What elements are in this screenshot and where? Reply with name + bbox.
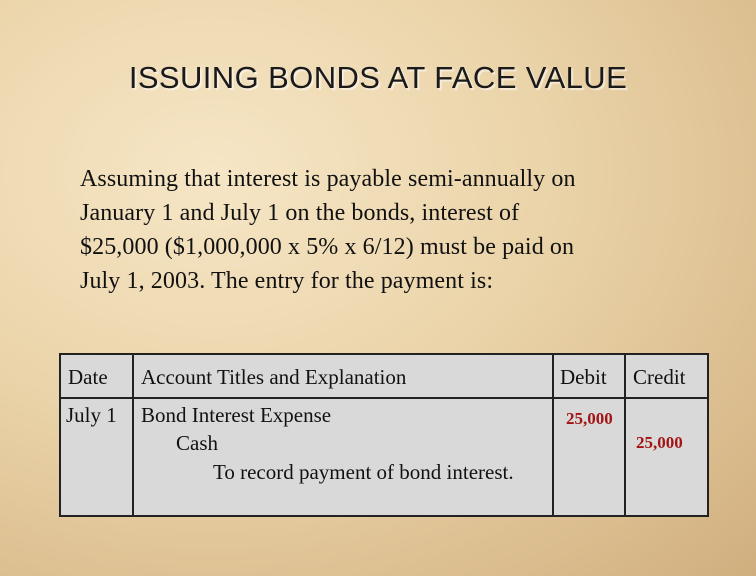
column-divider-debit [552,355,554,515]
entry-explanation: To record payment of bond interest. [213,460,514,484]
debit-amount: 25,000 [566,409,613,428]
slide-title: ISSUING BONDS AT FACE VALUE [128,60,628,95]
paragraph-line-1: Assuming that interest is payable semi-annually on [80,166,576,192]
journal-entry-table [59,353,709,517]
column-divider-credit [624,355,626,515]
body-paragraph [80,162,720,298]
paragraph-line-3: $25,000 ($1,000,000 x 5% x 6/12) must be paid on [80,234,575,260]
credit-amount: 25,000 [636,433,683,452]
header-account-titles: Account Titles and Explanation [141,365,407,389]
credit-account: Cash [176,431,218,455]
column-divider-date [132,355,134,515]
header-debit: Debit [560,365,607,389]
paragraph-line-4: July 1, 2003. The entry for the payment is: [80,268,494,294]
header-date: Date [68,365,108,389]
debit-account: Bond Interest Expense [141,403,332,427]
paragraph-line-2: January 1 and July 1 on the bonds, interest of [80,200,520,226]
entry-date: July 1 [66,403,117,427]
header-divider [61,397,707,399]
header-credit: Credit [633,365,686,389]
